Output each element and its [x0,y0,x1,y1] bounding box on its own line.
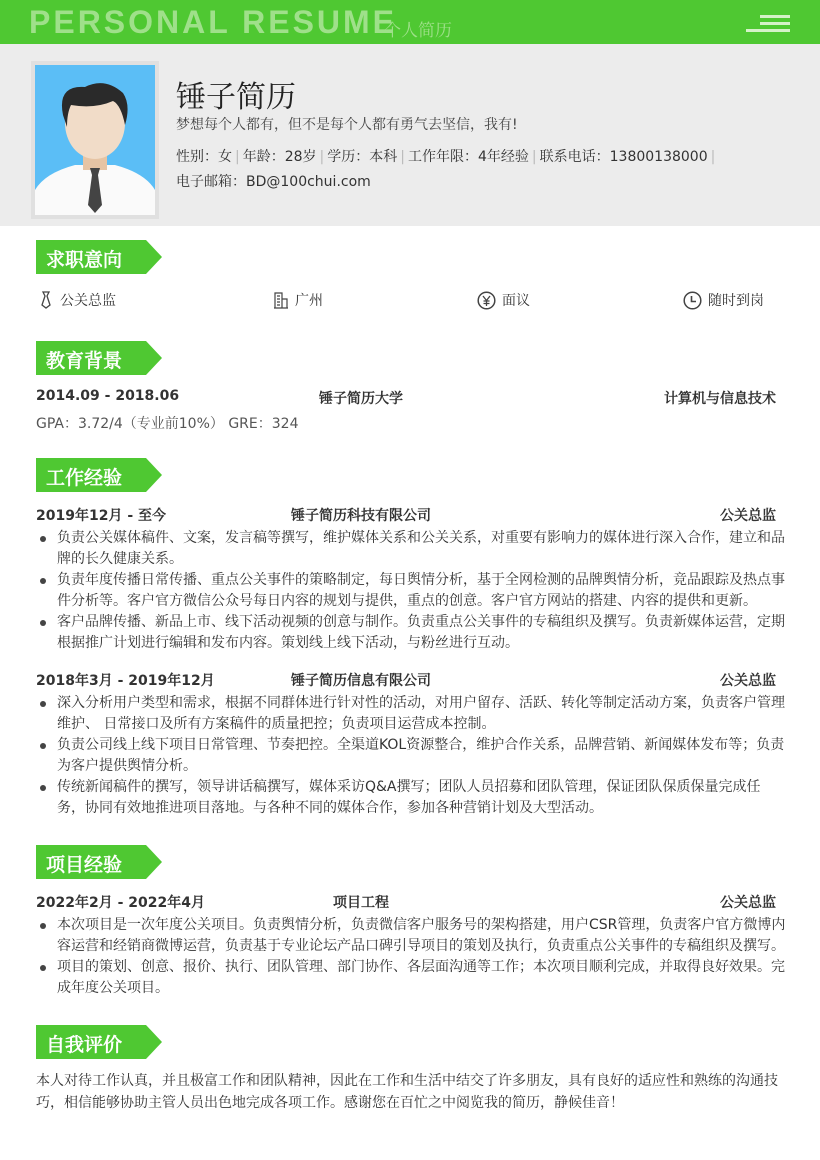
work-duties [36,693,788,819]
education-school: 锤子简历大学 [319,391,403,407]
project-name: 项目工程 [333,895,389,911]
section-heading-project: 项目经验 [36,845,162,879]
title-cn: 个人简历 [384,21,452,41]
project-duties [36,915,788,999]
work-role: 公关总监 [720,673,776,689]
list-item: 负责年度传播日常传播、重点公关事件的策略制定，每日舆情分析，基于全网检测的品牌舆情分析，竞品跟踪及热点事件分析等。客户官方微信公众号每日内容的规划与提供，重点的创意。客户官方网站的搭建、内容的提供和更新。 [36,570,788,612]
intent-availability [683,290,764,310]
motto: 梦想每个人都有，但不是每个人都有勇气去坚信，我有! [176,117,518,133]
tie-icon [38,291,54,309]
list-item: 客户品牌传播、新品上市、线下活动视频的创意与制作。负责重点公关事件的专稿组织及撰写。负责新媒体运营，定期根据推广计划进行编辑和发布内容。策划线上线下活动，与粉丝进行互动。 [36,612,788,654]
work-period: 2018年3月 - 2019年12月 [36,673,215,689]
clock-icon [683,291,702,310]
info-email: 电子邮箱：BD@100chui.com [176,174,371,190]
list-item: 负责公司线上线下项目日常管理、节奏把控。全渠道KOL资源整合，维护合作关系，品牌营销、新闻媒体发布等；负责为客户提供舆情分析。 [36,735,788,777]
project-role: 公关总监 [720,895,776,911]
section-heading-work: 工作经验 [36,458,162,492]
intent-label: 随时到岗 [708,293,764,309]
info-gender: 性别：女 [176,149,232,165]
yuan-icon [477,291,496,310]
info-age: 年龄：28岁 [242,149,317,165]
education-detail: GPA：3.72/4（专业前10%） GRE：324 [36,416,299,432]
education-period: 2014.09 - 2018.06 [36,388,180,404]
info-education: 学历：本科 [327,149,398,165]
menu-icon[interactable] [746,15,790,35]
work-company: 锤子简历科技有限公司 [291,508,431,524]
section-heading-education: 教育背景 [36,341,162,375]
list-item: 项目的策划、创意、报价、执行、团队管理、部门协作、各层面沟通等工作；本次项目顺利完成，并取得良好效果。完成年度公关项目。 [36,957,788,999]
intent-city [273,290,323,310]
intent-label: 广州 [295,293,323,309]
intent-label: 面议 [502,293,530,309]
candidate-name: 锤子简历 [176,80,296,115]
work-duties [36,528,788,654]
profile-card [0,44,820,226]
work-role: 公关总监 [720,508,776,524]
section-heading-intent: 求职意向 [36,240,162,274]
self-evaluation: 本人对待工作认真，并且极富工作和团队精神，因此在工作和生活中结交了许多朋友，具有良好的适应性和熟练的沟通技巧，相信能够协助主管人员出色地完成各项工作。感谢您在百忙之中阅览我的简历，静候佳音！ [36,1073,778,1111]
info-phone: 联系电话：13800138000 [539,149,708,165]
education-major: 计算机与信息技术 [664,391,776,407]
intent-position [38,290,116,310]
info-experience: 工作年限：4年经验 [407,149,529,165]
list-item: 传统新闻稿件的撰写，领导讲话稿撰写，媒体采访Q&A撰写；团队人员招募和团队管理，保证团队保质保量完成任务，协同有效地推进项目落地。与各种不同的媒体合作，参加各种营销计划及大型活动。 [36,777,788,819]
section-heading-self: 自我评价 [36,1025,162,1059]
title-en: PERSONAL RESUME [29,4,398,40]
avatar [31,61,159,219]
intent-salary [477,290,530,310]
list-item: 负责公关媒体稿件、文案，发言稿等撰写，维护媒体关系和公关关系，对重要有影响力的媒体进行深入合作，建立和品牌的长久健康关系。 [36,528,788,570]
top-banner [0,0,820,44]
list-item: 深入分析用户类型和需求，根据不同群体进行针对性的活动，对用户留存、活跃、转化等制定活动方案，负责客户管理维护、 日常接口及所有方案稿件的质量把控；负责项目运营成本控制。 [36,693,788,735]
list-item: 本次项目是一次年度公关项目。负责舆情分析，负责微信客户服务号的架构搭建，用户CSR管理，负责客户官方微博内容运营和经销商微博运营，负责基于专业论坛产品口碑引导项目的策划及执行，负责重点公关事件的专稿组织及撰写。 [36,915,788,957]
work-company: 锤子简历信息有限公司 [291,673,431,689]
intent-label: 公关总监 [60,293,116,309]
building-icon [273,291,289,309]
work-period: 2019年12月 - 至今 [36,508,167,524]
personal-info: 性别：女 | 年龄：28岁 | 学历：本科 | 工作年限：4年经验 | 联系电话：13800138000 | 电子邮箱：BD@100chui.com [176,149,716,190]
project-period: 2022年2月 - 2022年4月 [36,895,205,911]
